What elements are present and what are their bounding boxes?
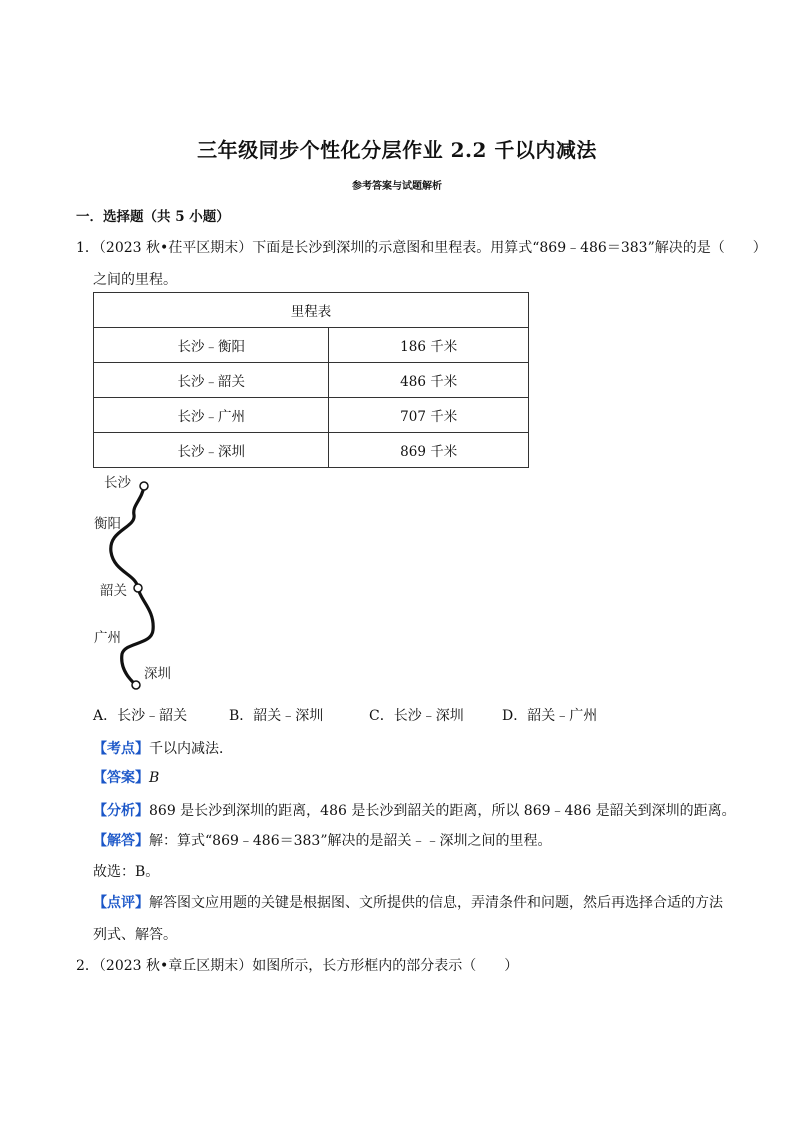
option-c[interactable]: C．长沙﹣深圳 (369, 708, 464, 724)
distance-cell: 186 千米 (329, 328, 529, 363)
question-2-stem-line1: 2．（2023 秋•章丘区期末）如图所示，长方形框内的部分表示（ ） (76, 958, 519, 974)
analysis-label: 【分析】 (93, 803, 149, 819)
page-title: 三年级同步个性化分层作业 2.2 千以内减法 (197, 138, 597, 162)
option-b[interactable]: B．韶关﹣深圳 (229, 708, 324, 724)
kaodian-label: 【考点】 (93, 741, 149, 757)
changsha-node (140, 482, 148, 490)
answer-line (93, 767, 159, 787)
distance-cell: 869 千米 (329, 433, 529, 468)
question-1-stem-line2: 之间的里程。 (93, 272, 177, 288)
option-a[interactable]: A．长沙﹣韶关 (93, 708, 188, 724)
table-row (94, 398, 529, 433)
solution-line (93, 830, 551, 850)
route-cell: 长沙﹣深圳 (94, 433, 329, 468)
table-row (94, 328, 529, 363)
mileage-table (93, 292, 529, 468)
comment-text-line2: 列式、解答。 (93, 927, 177, 943)
guangzhou-label: 广州 (94, 630, 121, 646)
comment-line (93, 892, 723, 912)
answer-label: 【答案】 (93, 770, 149, 786)
solution-text: 解：算式“869﹣486＝383”解决的是韶关﹣﹣深圳之间的里程。 (149, 833, 552, 849)
analysis-text: 869 是长沙到深圳的距离，486 是长沙到韶关的距离，所以 869﹣486 是韶关到深圳的距离。 (149, 803, 736, 819)
option-d[interactable]: D．韶关﹣广州 (502, 708, 598, 724)
route-cell: 长沙﹣韶关 (94, 363, 329, 398)
distance-cell: 486 千米 (329, 363, 529, 398)
table-row (94, 433, 529, 468)
shaoguan-label: 韶关 (100, 583, 127, 599)
answer-text: B (149, 770, 160, 786)
mileage-table-title: 里程表 (94, 293, 529, 328)
changsha-label: 长沙 (104, 475, 131, 491)
distance-cell: 707 千米 (329, 398, 529, 433)
route-cell: 长沙﹣衡阳 (94, 328, 329, 363)
kaodian-text: 千以内减法． (149, 741, 233, 757)
question-1-stem-line1: 1．（2023 秋•茌平区期末）下面是长沙到深圳的示意图和里程表。用算式“869﹣486＝383”解决的是（ ） (76, 240, 767, 256)
route-map (80, 470, 200, 695)
comment-label: 【点评】 (93, 895, 149, 911)
section-heading: 一．选择题（共 5 小题） (76, 209, 230, 225)
solution-label: 【解答】 (93, 833, 149, 849)
shenzhen-label: 深圳 (144, 666, 171, 682)
table-row (94, 363, 529, 398)
analysis-line (93, 800, 736, 820)
mileage-table-header-row (94, 293, 529, 328)
kaodian-line (93, 738, 233, 758)
comment-text-line1: 解答图文应用题的关键是根据图、文所提供的信息，弄清条件和问题，然后再选择合适的方法 (149, 895, 723, 911)
choice-line: 故选：B。 (93, 864, 160, 880)
page-subtitle: 参考答案与试题解析 (352, 181, 442, 192)
route-cell: 长沙﹣广州 (94, 398, 329, 433)
shenzhen-node (132, 681, 140, 689)
hengyang-label: 衡阳 (94, 516, 121, 532)
shaoguan-node (134, 584, 142, 592)
